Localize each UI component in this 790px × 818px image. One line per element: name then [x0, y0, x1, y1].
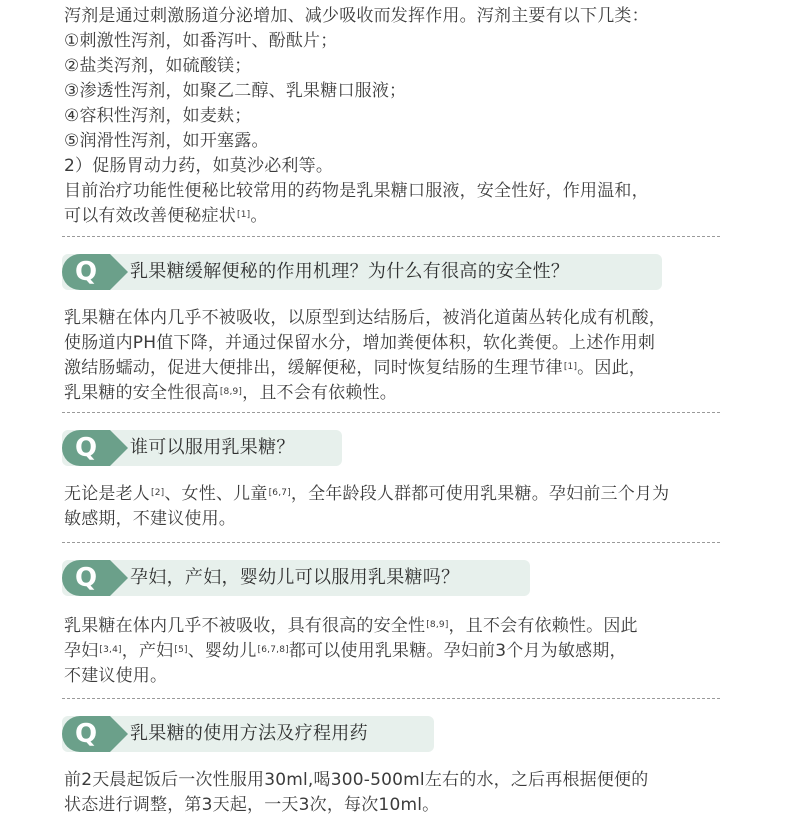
answer-text: ，且不会有依赖性。因此	[448, 616, 638, 636]
answer-line: 不建议使用。	[64, 666, 168, 686]
answer-line	[64, 482, 744, 507]
reference-mark: [8,9]	[219, 387, 243, 397]
answer-line	[64, 614, 744, 639]
intro-line: 泻剂是通过刺激肠道分泌增加、减少吸收而发挥作用。泻剂主要有以下几类：	[64, 6, 649, 26]
intro-line: 目前治疗功能性便秘比较常用的药物是乳果糖口服液，安全性好，作用温和，	[64, 181, 649, 201]
reference-mark: [6,7,8]	[257, 645, 289, 655]
question-bar	[62, 560, 530, 596]
reference-mark: [6,7]	[268, 488, 291, 498]
intro-line	[64, 204, 744, 229]
intro-line: ③渗透性泻剂，如聚乙二醇、乳果糖口服液；	[64, 81, 407, 101]
question-bar	[62, 430, 342, 466]
q-badge: Q	[62, 254, 110, 290]
answer-text: 、婴幼儿	[187, 641, 257, 661]
answer-text: 都可以使用乳果糖。孕妇前3个月为敏感期，	[288, 641, 627, 661]
reference-mark: [8,9]	[426, 620, 449, 630]
answer-line	[64, 356, 744, 381]
answer-paragraph	[64, 306, 744, 406]
question-title: 孕妇，产妇，婴幼儿可以服用乳果糖吗？	[130, 567, 460, 588]
answer-text: 无论是老人	[64, 484, 150, 504]
answer-text: ，产妇	[121, 641, 174, 661]
reference-mark: [1]	[563, 362, 578, 372]
reference-mark: [1]	[237, 210, 251, 220]
answer-paragraph	[64, 482, 744, 532]
intro-text: 可以有效改善便秘症状	[64, 206, 236, 226]
answer-line: 敏感期，不建议使用。	[64, 509, 236, 529]
answer-paragraph	[64, 614, 744, 689]
answer-text: 孕妇	[64, 641, 99, 661]
intro-paragraph	[64, 4, 744, 229]
answer-line: 前2天晨起饭后一次性服用30ml,喝300-500ml左右的水，之后再根据便便的	[64, 770, 649, 790]
intro-line: ②盐类泻剂，如硫酸镁；	[64, 56, 252, 76]
intro-text: 。	[250, 206, 268, 226]
answer-line: 乳果糖在体内几乎不被吸收，以原型到达结肠后，被消化道菌丛转化成有机酸，	[64, 308, 666, 328]
question-title: 乳果糖的使用方法及疗程用药	[130, 723, 368, 744]
intro-line: ④容积性泻剂，如麦麸；	[64, 106, 252, 126]
intro-line: 2）促肠胃动力药，如莫沙必利等。	[64, 156, 334, 176]
answer-line	[64, 639, 744, 664]
q-badge: Q	[62, 716, 110, 752]
section-divider	[62, 698, 720, 699]
reference-mark: [5]	[174, 645, 188, 655]
section-divider	[62, 542, 720, 543]
answer-text: 激结肠蠕动，促进大便排出，缓解便秘，同时恢复结肠的生理节律	[64, 358, 563, 378]
section-divider	[62, 412, 720, 413]
answer-text: ，且不会有依赖性。	[242, 383, 397, 403]
reference-mark: [3,4]	[99, 645, 122, 655]
answer-text: 乳果糖的安全性很高	[64, 383, 219, 403]
answer-line	[64, 381, 744, 406]
answer-text: 乳果糖在体内几乎不被吸收，具有很高的安全性	[64, 616, 426, 636]
question-title: 谁可以服用乳果糖？	[130, 437, 295, 458]
q-badge: Q	[62, 430, 110, 466]
answer-text: 。因此，	[577, 358, 646, 378]
answer-paragraph	[64, 768, 744, 818]
answer-line: 使肠道内PH值下降，并通过保留水分，增加粪便体积，软化粪便。上述作用刺	[64, 333, 656, 353]
answer-line: 状态进行调整，第3天起，一天3次，每次10ml。	[64, 795, 440, 815]
intro-line: ⑤润滑性泻剂，如开塞露。	[64, 131, 269, 151]
answer-text: ，全年龄段人群都可使用乳果糖。孕妇前三个月为	[290, 484, 670, 504]
q-badge: Q	[62, 560, 110, 596]
question-title: 乳果糖缓解便秘的作用机理？为什么有很高的安全性？	[130, 261, 570, 282]
intro-line: ①刺激性泻剂，如番泻叶、酚酞片；	[64, 31, 338, 51]
question-bar	[62, 254, 662, 290]
question-bar	[62, 716, 434, 752]
section-divider	[62, 236, 720, 237]
reference-mark: [2]	[151, 488, 165, 498]
answer-text: 、女性、儿童	[164, 484, 268, 504]
